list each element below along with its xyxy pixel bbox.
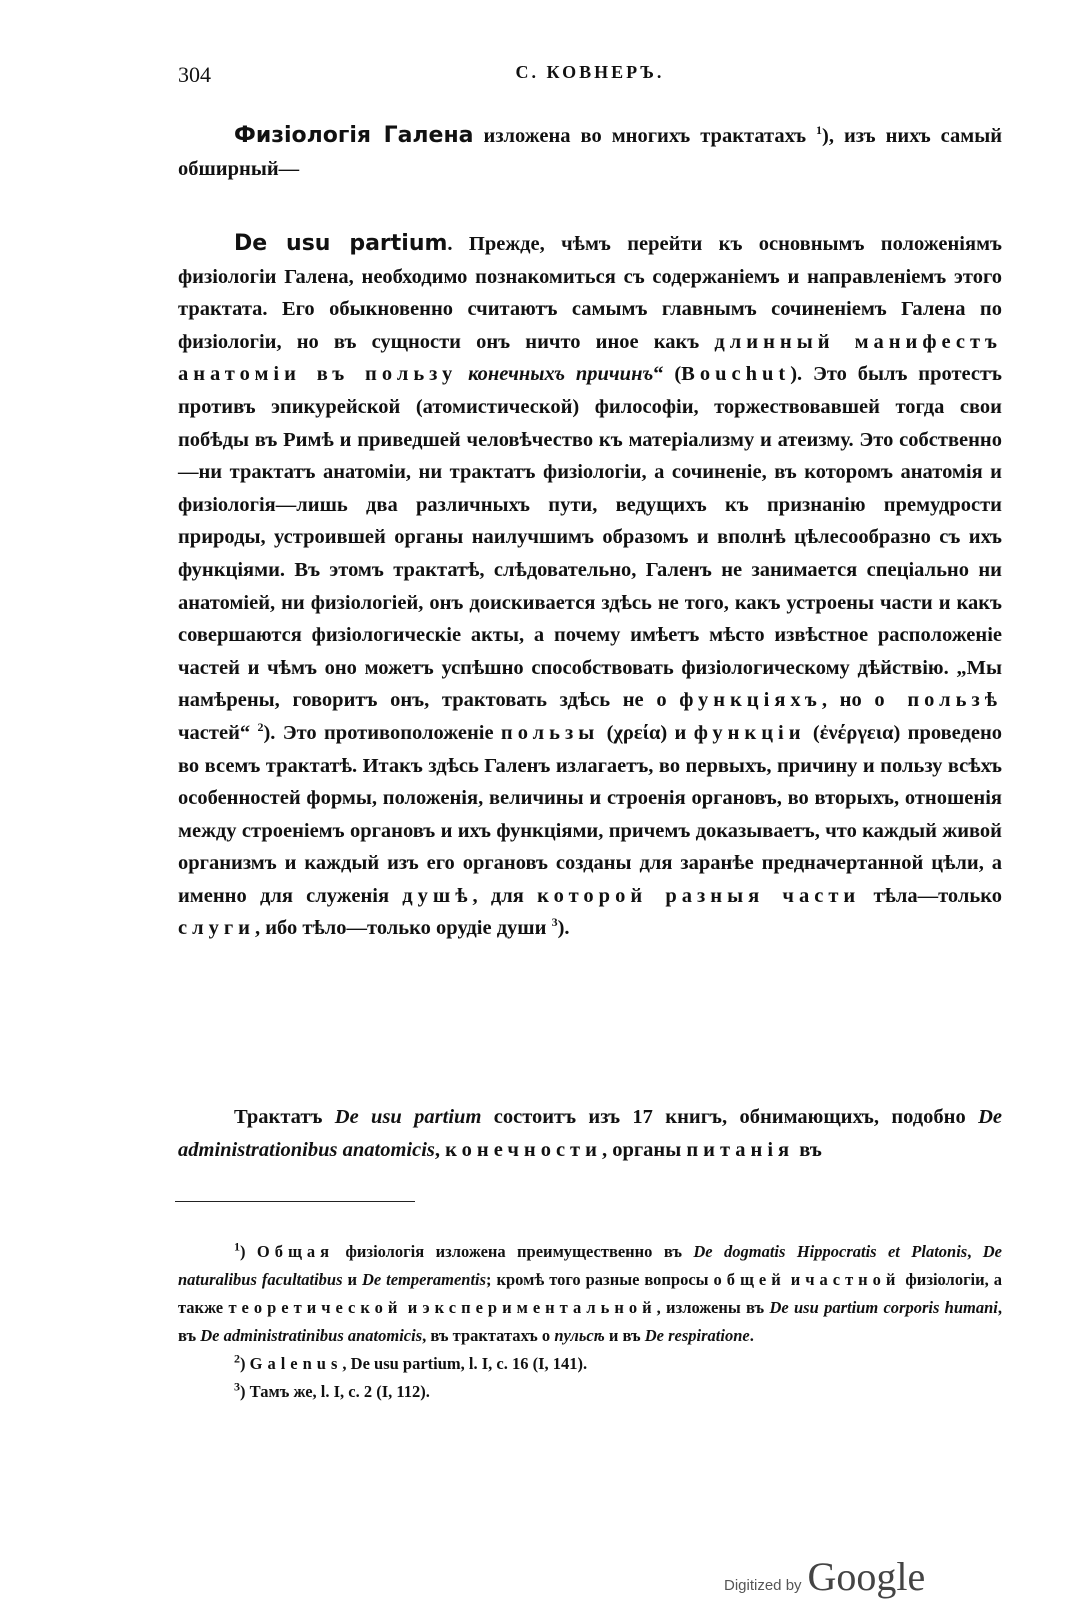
para2-text: частей“ [178,721,258,744]
footnote-separator [175,1201,415,1202]
footnote-text: , De usu partium, l. I, c. 16 (I, 141). [342,1354,588,1373]
spaced-text: теоретической [228,1298,403,1317]
italic-title: De administratinibus anatomicis [200,1326,423,1345]
para3-text: въ [794,1138,822,1161]
footnote-text: и [785,1270,806,1289]
spaced-text: которой разныя части [537,884,861,907]
italic-text: конечныхъ причинъ [468,363,654,386]
para1-text-a: изложена во многихъ трактатахъ [473,125,817,147]
para2-text [457,363,468,385]
footnote-2 [178,1350,1002,1378]
spaced-text: функціяхъ [679,689,822,712]
section-heading: Физіологія Галена [234,123,474,148]
para3-text: Трактатъ [234,1106,335,1128]
para2-text: ). [557,917,570,940]
spaced-text: питанія [686,1138,795,1161]
footnote-text: физіологіи, а также [178,1270,1002,1317]
italic-title: De usu partium corporis humani [769,1298,998,1317]
italic-title: De temperamentis [361,1270,487,1289]
footnote-ref-3: 3 [551,915,558,930]
footnote-ref-1: 1 [816,123,823,138]
footnote-text: , въ трактатахъ о [422,1326,555,1345]
page-header [178,62,1002,92]
para2-text: (χρεία) и [599,721,694,744]
footnote-text: , въ [178,1298,1003,1345]
para3-text: , органы [601,1138,687,1161]
paragraph-de-usu-partium [178,228,1002,945]
footnote-text: ) [240,1354,250,1373]
footnote-1 [178,1238,1002,1350]
google-logo: Google [807,1554,926,1599]
spaced-text: длинный манифестъ анатоміи въ пользу [178,330,1002,386]
para2-text: тѣла—только [860,884,1002,907]
footnote-text: , [967,1242,983,1261]
footnote-mark: 3 [234,1379,240,1394]
footnote-ref-2: 2 [257,720,264,735]
italic-title: De respiratione [644,1326,750,1345]
footnote-text: и въ [604,1326,645,1345]
running-head: С. КОВНЕРЪ. [515,62,665,82]
spaced-text: конечности [445,1138,602,1161]
spaced-text: пользы [500,721,600,744]
footnote-mark: 2 [234,1351,240,1366]
spaced-text: функціи [693,721,806,744]
para2-text: (ἐνέργεια) проведено во всемъ трактатѣ. Итакъ здѣсь Галенъ излагаетъ, во первыхъ, причину и пользу всѣхъ особенностей формы, положенія, величины и строенія органовъ, во вторыхъ, отношенія между строеніемъ органовъ и ихъ функціями, причемъ доказываетъ, что каждый живой организмъ и каждый изъ его органовъ созданы для заранѣе предначертанной цѣли, а именно для служенія [178,721,1003,907]
spaced-text: душѣ [402,884,473,907]
italic-text: пульсѣ [554,1326,605,1345]
spaced-text: слуги [178,917,255,940]
para3-text: состоитъ изъ 17 книгъ, обнимающихъ, подобно [481,1106,979,1128]
digitized-by-label: Digitized by [724,1577,802,1594]
para2-text: , ибо тѣло—только орудіе души [254,917,552,940]
footnote-text: и [342,1270,362,1289]
spaced-text: Общая [256,1242,335,1261]
footnote-text: , изложены въ [656,1298,770,1317]
italic-title: De usu partium [334,1106,482,1128]
para3-text: , [434,1138,446,1161]
footnote-3 [178,1378,1002,1406]
digitized-watermark [724,1553,954,1597]
subsection-heading: De usu partium [234,231,448,256]
footnote-text: . [749,1326,754,1345]
spaced-text: экспериментальной [422,1298,657,1317]
para1-text-b: ), изъ нихъ самый обширный— [178,125,1003,180]
para2-text: “ ( [653,363,682,386]
page-number: 304 [178,62,211,87]
footnote-text: ) Тамъ же, l. I, c. 2 (I, 112). [240,1382,430,1401]
author-name: Galenus [249,1354,343,1373]
para2-text: , для [472,884,538,907]
paragraph-intro [178,120,1002,185]
paragraph-treatise-books [178,1101,1002,1166]
footnote-text: ; кромѣ того разные вопросы [486,1270,714,1289]
footnote-text: физіологія изложена преимущественно въ [334,1242,694,1261]
para2-text: , но [821,689,875,712]
italic-title: De administrationibus anatomicis [178,1106,1002,1161]
spaced-text: частной [805,1270,901,1289]
spaced-text: общей [713,1270,786,1289]
italic-title: De dogmatis Hippocratis et Platonis [693,1242,968,1261]
footnotes [178,1238,1002,1406]
para2-text: ). Это противоположеніе [263,721,501,744]
author-name: Bouchut [681,363,791,386]
para2-text: . Прежде, чѣмъ перейти къ основнымъ положеніямъ физіологіи Галена, необходимо познакомиться съ содержаніемъ и направленіемъ этого трактата. Его обыкновенно считаютъ самымъ главнымъ сочиненіемъ Галена по физіологіи, но въ сущности онъ ничто иное какъ [178,233,1002,353]
footnote-text: ) [240,1242,257,1261]
para2-text: ). Это былъ протестъ противъ эпикурейской (атомистической) философіи, торжествовавшей тогда свои побѣды въ Римѣ и приведшей человѣчество къ матеріализму и атеизму. Это собственно—ни трактатъ анатоміи, ни трактатъ физіологіи, а сочиненіе, въ которомъ анатомія и физіологія—лишь два различныхъ пути, ведущихъ къ признанію премудрости природы, устроившей органы наилучшимъ образомъ и вполнѣ цѣлесообразно съ ихъ функціями. Въ этомъ трактатѣ, слѣдовательно, Галенъ не занимается спеціально ни анатоміей, ни физіологіей, онъ доискивается здѣсь не того, какъ устроены части и какъ совершаются физіологическіе акты, а почему имѣетъ мѣсто извѣстное расположеніе частей и чѣмъ оно можетъ успѣшно способствовать физіологическому дѣйствію. „Мы намѣрены, говоритъ онъ, трактовать здѣсь не о [178,363,1002,712]
spaced-text: о пользѣ [874,689,1002,712]
footnote-mark: 1 [234,1239,240,1254]
italic-title: De naturalibus facultatibus [178,1242,1002,1289]
footnote-text: и [402,1298,423,1317]
